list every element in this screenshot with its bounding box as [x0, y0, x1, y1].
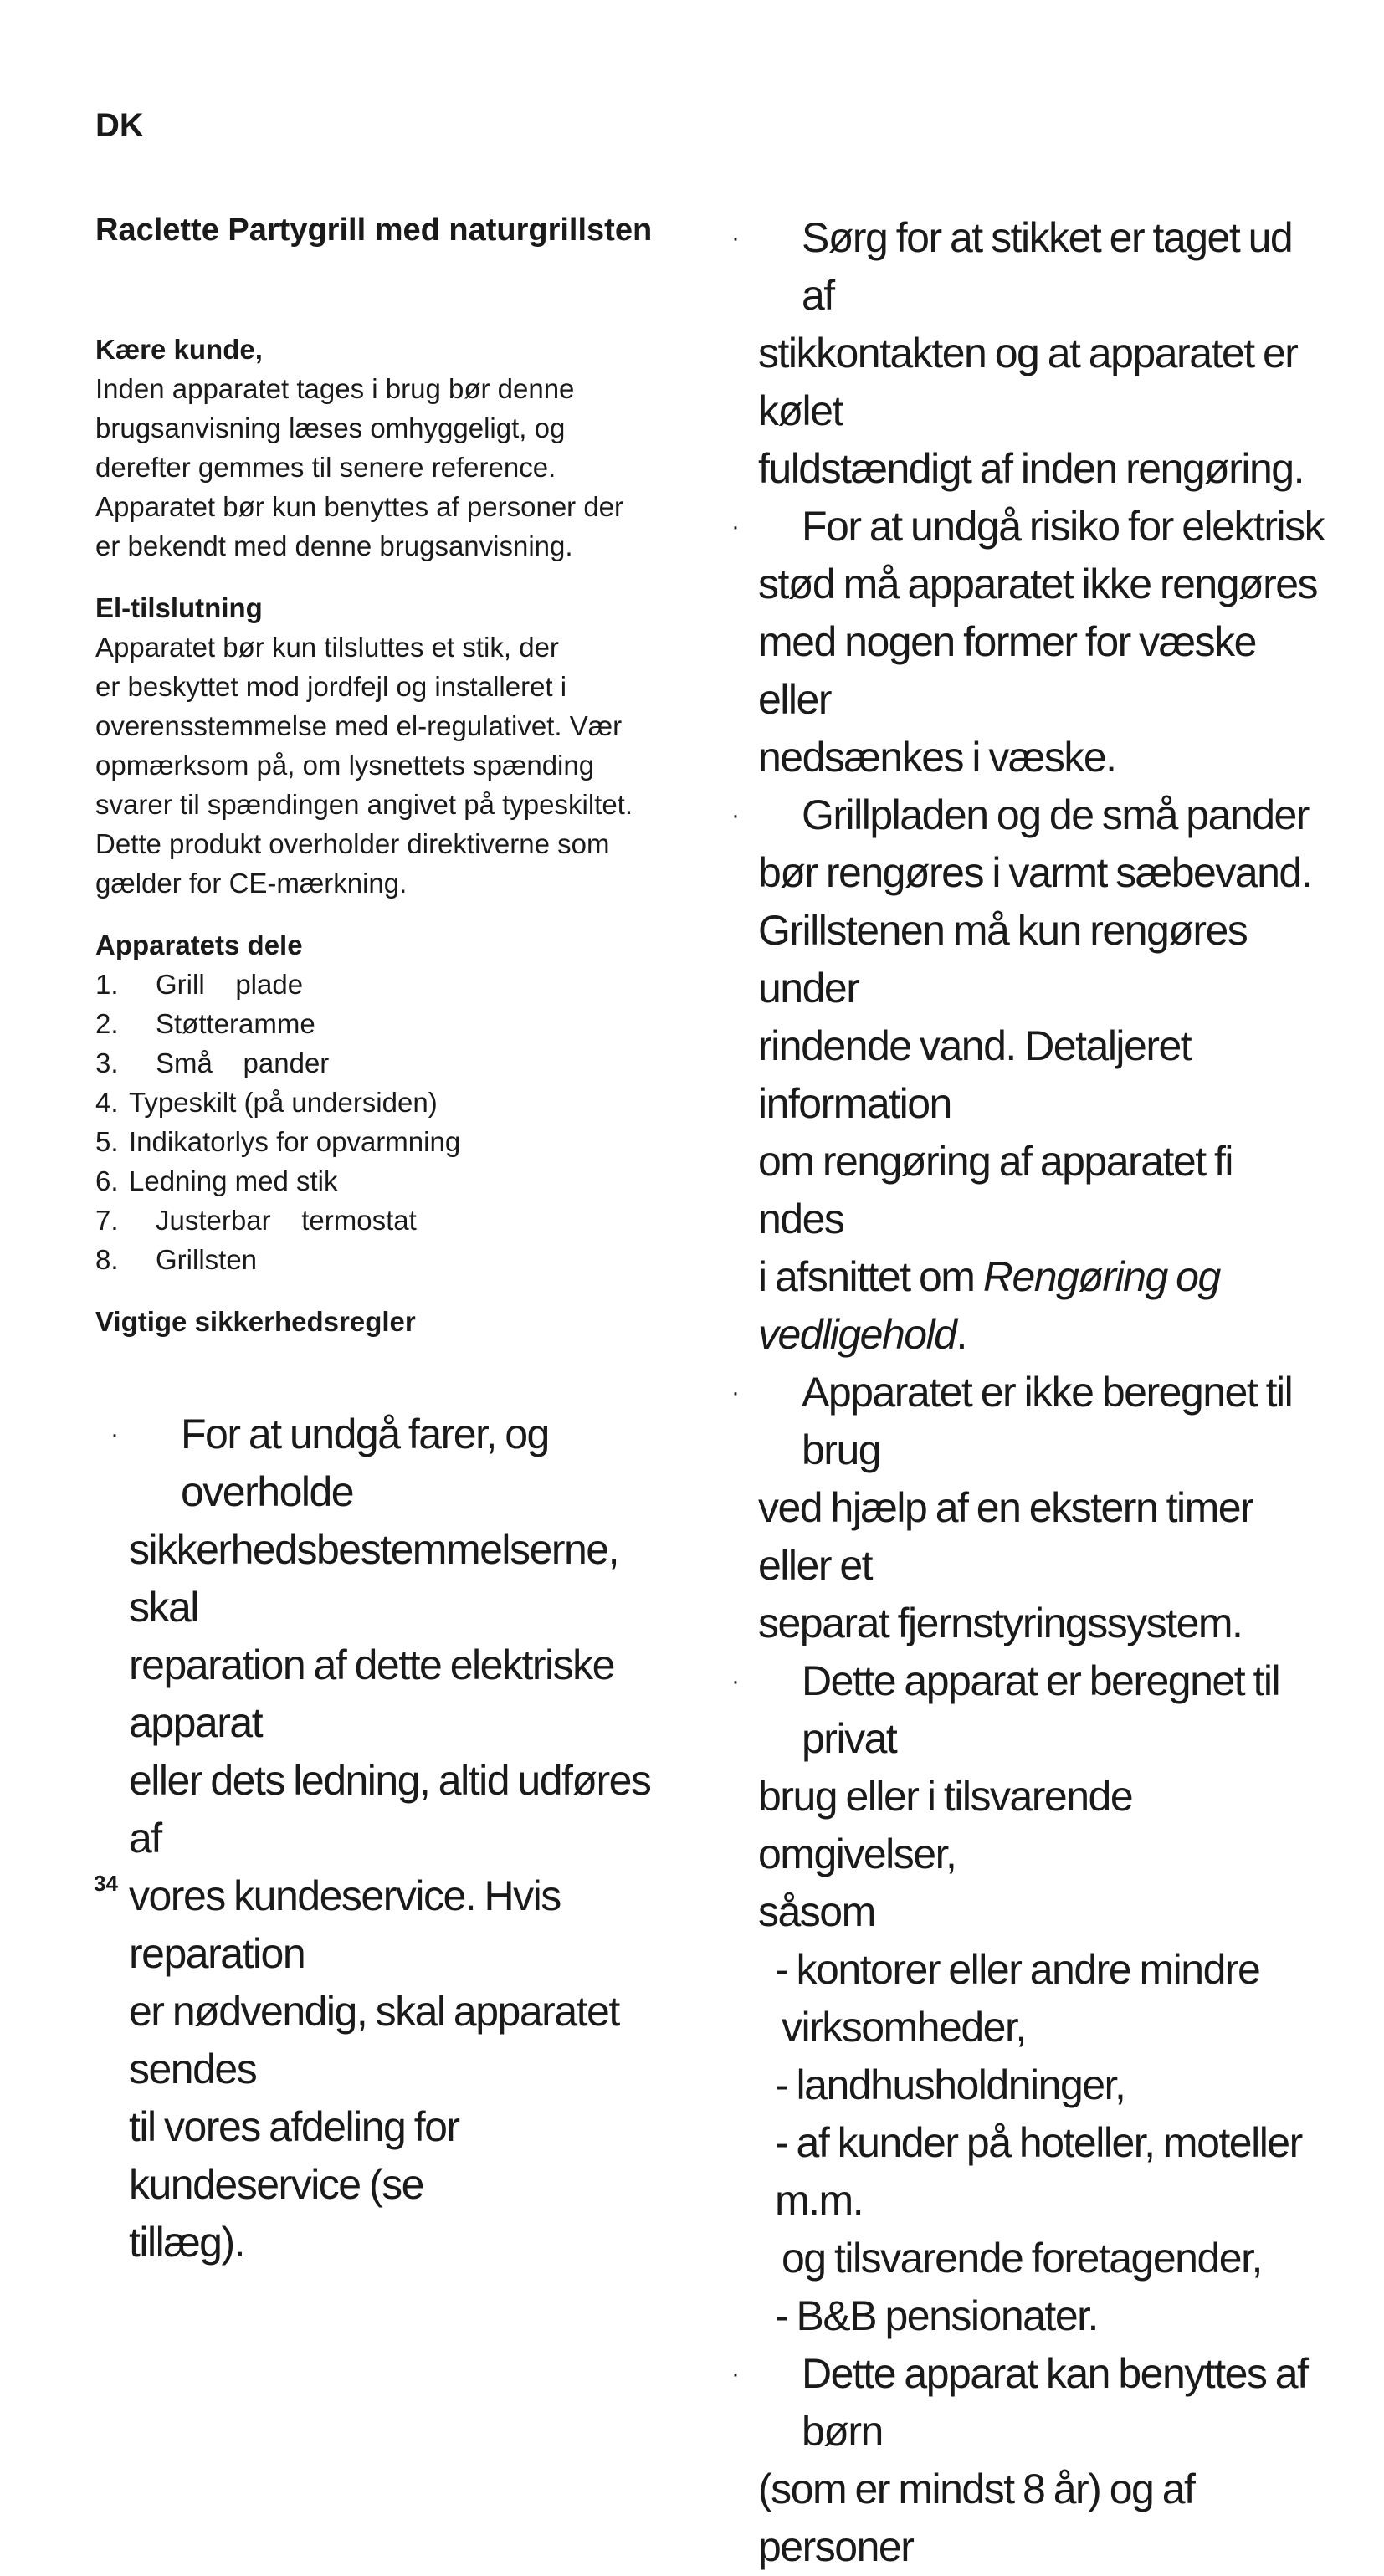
safety-item: [95, 1406, 681, 2271]
safety-item: [731, 498, 1325, 786]
item-number: 1.: [95, 969, 119, 1000]
safety-item-line: rindende vand. Detaljeret information: [758, 1022, 1192, 1127]
safety-item-line: separat fjernstyringssystem.: [758, 1600, 1243, 1646]
sub-item-continuation: og tilsvarende foretagender,: [782, 2235, 1262, 2282]
intro-line: derefter gemmes til senere reference.: [95, 452, 556, 483]
language-code: DK: [95, 107, 144, 144]
safety-item-line: fuldstændigt af inden rengøring.: [758, 445, 1304, 492]
safety-item-line: eller dets ledning, altid udføres af: [129, 1757, 651, 1862]
document-title: Raclette Partygrill med naturgrillsten: [95, 213, 653, 248]
list-item: [95, 1043, 681, 1083]
safety-item-line: såsom: [758, 1888, 875, 1935]
list-item: [95, 1161, 681, 1201]
electric-heading: El-tilslutning: [95, 592, 263, 623]
safety-item-ref-suffix: .: [956, 1311, 966, 1358]
sub-item-continuation: virksomheder,: [782, 2004, 1026, 2051]
list-item: [95, 1122, 681, 1161]
electric-line: overensstemmelse med el-regulativet. Vær: [95, 710, 623, 741]
item-label: Grillsten: [156, 1244, 258, 1275]
safety-item-first-line: Sørg for at stikket er taget ud af: [802, 214, 1293, 319]
sub-item-line: - B&B pensionater.: [775, 2292, 1098, 2339]
safety-heading: Vigtige sikkerhedsregler: [95, 1306, 416, 1337]
sub-list-item: [731, 2056, 1325, 2114]
safety-item-first-line: Dette apparat er beregnet til privat: [802, 1657, 1280, 1762]
electric-line: Apparatet bør kun tilsluttes et stik, der: [95, 632, 559, 663]
item-number: 8.: [95, 1244, 119, 1275]
bullet-icon: ·: [731, 224, 740, 252]
section-reference: Rengøring og: [982, 1253, 1220, 1300]
safety-item-line: vores kundeservice. Hvis reparation: [129, 1872, 561, 1977]
safety-item-line: sikkerhedsbestemmelserne, skal: [129, 1526, 618, 1631]
item-number: 7.: [95, 1205, 119, 1236]
item-label: Små pander: [156, 1047, 330, 1078]
intro-heading: Kære kunde,: [95, 334, 263, 365]
list-item: [95, 1201, 681, 1240]
bullet-icon: ·: [110, 1421, 119, 1448]
intro-line: brugsanvisning læses omhyggeligt, og: [95, 412, 566, 443]
item-label: Ledning med stik: [129, 1165, 338, 1196]
safety-item: [731, 1652, 1325, 1941]
item-label: Støtteramme: [156, 1008, 315, 1039]
safety-item-line: stikkontakten og at apparatet er kølet: [758, 330, 1298, 434]
parts-section: [95, 926, 681, 1279]
intro-line: Inden apparatet tages i brug bør denne: [95, 373, 575, 404]
safety-item-line: (som er mindst 8 år) og af personer: [758, 2466, 1195, 2570]
safety-item-line: ved hjælp af en ekstern timer eller et: [758, 1484, 1253, 1589]
bullet-icon: ·: [731, 1667, 740, 1695]
item-label: Indikatorlys for opvarmning: [129, 1126, 461, 1157]
safety-item-line: Grillstenen må kun rengøres under: [758, 907, 1248, 1011]
safety-item: [731, 209, 1325, 498]
safety-item-line: om rengøring af apparatet fi ndes: [758, 1138, 1233, 1242]
left-column: [95, 330, 681, 1341]
intro-line: Apparatet bør kun benyttes af personer der: [95, 491, 624, 522]
safety-item-line: nedsænkes i væske.: [758, 734, 1116, 781]
electric-line: opmærksom på, om lysnettets spænding: [95, 750, 595, 781]
item-number: 4.: [95, 1087, 119, 1118]
sub-item-line: - landhusholdninger,: [775, 2061, 1125, 2108]
safety-item-line: brug eller i tilsvarende omgivelser,: [758, 1773, 1133, 1877]
electric-line: svarer til spændingen angivet på typeskiltet.: [95, 789, 633, 820]
item-number: 2.: [95, 1008, 119, 1039]
sub-item-line: - kontorer eller andre mindre: [775, 1946, 1260, 1993]
list-item: [95, 1240, 681, 1279]
safety-item-first-line: For at undgå risiko for elektrisk: [802, 503, 1325, 550]
list-item: [95, 965, 681, 1004]
safety-item-first-line: Grillpladen og de små pander: [802, 791, 1309, 838]
bullet-icon: ·: [731, 2360, 740, 2388]
list-item: [95, 1004, 681, 1043]
sub-list-item: [731, 1941, 1325, 2056]
right-column: [731, 209, 1325, 2576]
safety-item-line: til vores afdeling for kundeservice (se: [129, 2103, 459, 2208]
section-reference: vedligehold: [758, 1311, 956, 1358]
safety-item: [731, 1364, 1325, 1652]
safety-item-first-line: Dette apparat kan benyttes af børn: [802, 2350, 1308, 2455]
safety-item-line: reparation af dette elektriske apparat: [129, 1641, 614, 1746]
item-label: Justerbar termostat: [156, 1205, 417, 1236]
item-number: 3.: [95, 1047, 119, 1078]
sub-list-item: [731, 2287, 1325, 2345]
safety-item-line: er nødvendig, skal apparatet sendes: [129, 1988, 619, 2092]
item-label: Typeskilt (på undersiden): [129, 1087, 438, 1118]
parts-heading: Apparatets dele: [95, 930, 303, 960]
safety-item-line: bør rengøres i varmt sæbevand.: [758, 849, 1312, 896]
intro-section: [95, 330, 681, 566]
safety-item-line: med nogen former for væske eller: [758, 618, 1256, 723]
safety-item-line: tillæg).: [129, 2219, 245, 2266]
intro-line: er bekendt med denne brugsanvisning.: [95, 530, 573, 561]
bullet-icon: ·: [731, 513, 740, 540]
sub-item-line: - af kunder på hoteller, moteller m.m.: [775, 2119, 1302, 2224]
safety-item-ref-prefix: i afsnittet om: [758, 1253, 983, 1300]
safety-left-column: [95, 1406, 681, 2271]
safety-item-first-line: For at undgå farer, og overholde: [181, 1411, 549, 1515]
electric-line: gælder for CE-mærkning.: [95, 868, 408, 899]
parts-list: [95, 965, 681, 1279]
sub-list-item: [731, 2114, 1325, 2287]
item-number: 5.: [95, 1126, 119, 1157]
electric-line: Dette produkt overholder direktiverne som: [95, 828, 610, 859]
page-number: 34: [94, 1871, 118, 1896]
list-item: [95, 1083, 681, 1122]
bullet-icon: ·: [731, 1379, 740, 1406]
safety-item-first-line: Apparatet er ikke beregnet til brug: [802, 1369, 1293, 1473]
safety-item: [731, 786, 1325, 1364]
electric-line: er beskyttet mod jordfejl og installeret i: [95, 671, 567, 702]
safety-item: [731, 2345, 1325, 2576]
safety-item-line: stød må apparatet ikke rengøres: [758, 561, 1318, 607]
bullet-icon: ·: [731, 801, 740, 829]
item-number: 6.: [95, 1165, 119, 1196]
item-label: Grill plade: [156, 969, 304, 1000]
electric-section: [95, 589, 681, 903]
